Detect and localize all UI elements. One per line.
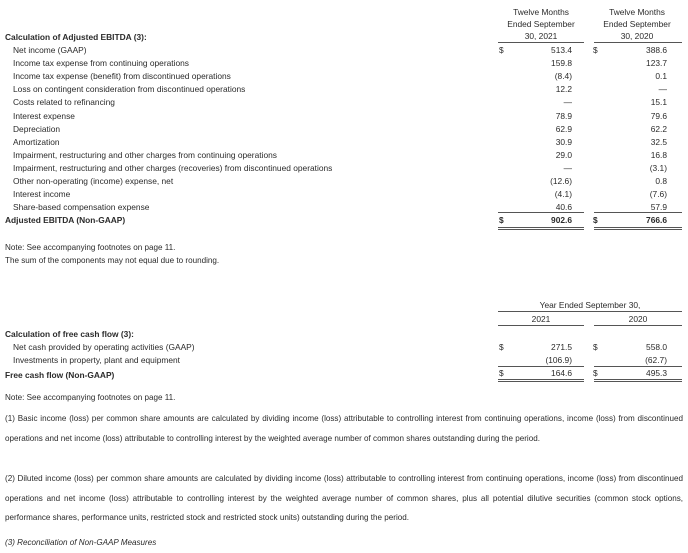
header-line: 30, 2020 (620, 31, 654, 41)
currency-symbol: $ (593, 45, 598, 55)
adjusted-ebitda-2021: 902.6 (551, 215, 572, 225)
row-value-2021: 30.9 (555, 136, 572, 147)
footnote-3: (3) Reconciliation of Non-GAAP Measures (5, 538, 157, 547)
row-label: Impairment, restructuring and other charges from continuing operations (13, 149, 277, 160)
footnote-1: (1) Basic income (loss) per common share amounts are calculated by dividing income (loss) attributable to controlling interest from continuing operations, income (loss) from discontinued operations and net income (loss) attributable to controlling interest by the weighted average number of common shares outstanding during the period. (5, 414, 683, 443)
footnote-2: (2) Diluted income (loss) per common share amounts are calculated by dividing income (loss) attributable to controlling interest from continuing operations, income (loss) from discontinued operations and net income (loss) attributable to controlling interest by the weighted average number of common shares, plus all potential dilutive securities (common stock options, performance shares, performance units, restricted stock and restricted stock units) outstanding during the period. (5, 474, 683, 522)
free-cash-flow-2020: 495.3 (646, 368, 667, 378)
header-line: Twelve Months (609, 7, 665, 17)
header-line: Ended September (507, 19, 575, 29)
double-underline (498, 229, 584, 230)
currency-symbol: $ (499, 342, 504, 352)
row-value-2021: 271.5 (551, 342, 572, 352)
row-value-2021: 78.9 (555, 110, 572, 121)
row-value-2021: 159.8 (551, 58, 572, 69)
total-rule (594, 212, 682, 213)
currency-symbol: $ (593, 215, 598, 225)
total-rule (498, 212, 584, 213)
double-underline (594, 381, 682, 382)
row-value-2021: — (563, 97, 572, 108)
row-label: Other non-operating (income) expense, net (13, 176, 174, 186)
header-underline (498, 325, 584, 326)
col-header-2021 (498, 6, 584, 42)
row-value-2020: 388.6 (646, 45, 667, 55)
free-cash-flow-label: Free cash flow (Non-GAAP) (5, 370, 115, 380)
currency-symbol: $ (499, 368, 504, 378)
adjusted-ebitda-2020: 766.6 (646, 215, 667, 225)
fcf-header-span: Year Ended September 30, (539, 300, 641, 310)
row-label: Interest income (13, 189, 71, 200)
rounding-note: The sum of the components may not equal due to rounding. (5, 256, 220, 265)
header-underline (498, 311, 682, 312)
row-value-2021: (8.4) (554, 71, 572, 82)
row-value-2021: 29.0 (555, 149, 572, 160)
fcf-col-2020: 2020 (628, 314, 648, 324)
currency-symbol: $ (593, 368, 598, 378)
currency-symbol: $ (499, 215, 504, 225)
row-label: Loss on contingent consideration from discontinued operations (13, 84, 246, 95)
header-underline (594, 325, 682, 326)
row-value-2020: 15.1 (650, 97, 667, 108)
header-line: Ended September (603, 19, 671, 29)
double-underline (498, 227, 584, 228)
row-label: Investments in property, plant and equipment (13, 355, 180, 365)
row-value-2021: 12.2 (555, 84, 572, 95)
row-value-2021: 513.4 (551, 45, 572, 55)
row-value-2021: 40.6 (555, 202, 572, 213)
footnote-note: Note: See accompanying footnotes on page 11. (5, 393, 176, 402)
row-value-2021: (12.6) (550, 176, 572, 186)
header-underline (498, 42, 584, 43)
fcf-section-title: Calculation of free cash flow (3): (5, 329, 134, 339)
row-value-2020: 32.5 (650, 136, 667, 147)
row-value-2020: 16.8 (650, 149, 667, 160)
header-line: Twelve Months (513, 7, 569, 17)
header-line: 30, 2021 (524, 31, 558, 41)
double-underline (498, 381, 584, 382)
row-value-2021: 62.9 (555, 123, 572, 134)
row-label: Income tax expense (benefit) from discontinued operations (13, 71, 231, 82)
row-label: Share-based compensation expense (13, 202, 150, 213)
row-value-2020: (3.1) (649, 162, 667, 173)
double-underline (594, 379, 682, 380)
currency-symbol: $ (499, 45, 504, 55)
double-underline (498, 379, 584, 380)
ebitda-note: Note: See accompanying footnotes on page 11. (5, 243, 176, 252)
free-cash-flow-2021: 164.6 (551, 368, 572, 378)
row-value-2020: 558.0 (646, 342, 667, 352)
double-underline (594, 229, 682, 230)
double-underline (594, 227, 682, 228)
row-value-2020: 57.9 (650, 202, 667, 213)
row-label: Depreciation (13, 123, 61, 134)
row-value-2020: 62.2 (650, 123, 667, 134)
row-value-2020: — (658, 84, 667, 95)
row-value-2021: (106.9) (545, 355, 572, 365)
row-label: Net cash provided by operating activities (GAAP) (13, 342, 195, 352)
row-value-2020: 79.6 (650, 110, 667, 121)
total-rule (498, 366, 584, 367)
row-value-2020: (62.7) (645, 355, 667, 365)
row-label: Amortization (13, 136, 60, 147)
row-value-2021: — (563, 162, 572, 173)
row-value-2020: 123.7 (646, 58, 667, 69)
currency-symbol: $ (593, 342, 598, 352)
col-header-2020 (594, 6, 680, 42)
row-value-2020: (7.6) (649, 189, 667, 200)
row-value-2020: 0.1 (655, 71, 667, 82)
row-label: Costs related to refinancing (13, 97, 115, 108)
total-rule (594, 366, 682, 367)
row-value-2021: (4.1) (554, 189, 572, 200)
adjusted-ebitda-label: Adjusted EBITDA (Non-GAAP) (5, 215, 126, 225)
row-label: Net income (GAAP) (13, 45, 87, 55)
row-label: Impairment, restructuring and other charges (recoveries) from discontinued operations (13, 162, 333, 173)
header-underline (594, 42, 682, 43)
ebitda-section-title: Calculation of Adjusted EBITDA (3): (5, 32, 147, 42)
row-value-2020: 0.8 (655, 176, 667, 186)
fcf-col-2021: 2021 (531, 314, 551, 324)
row-label: Interest expense (13, 110, 75, 121)
row-label: Income tax expense from continuing operations (13, 58, 189, 69)
